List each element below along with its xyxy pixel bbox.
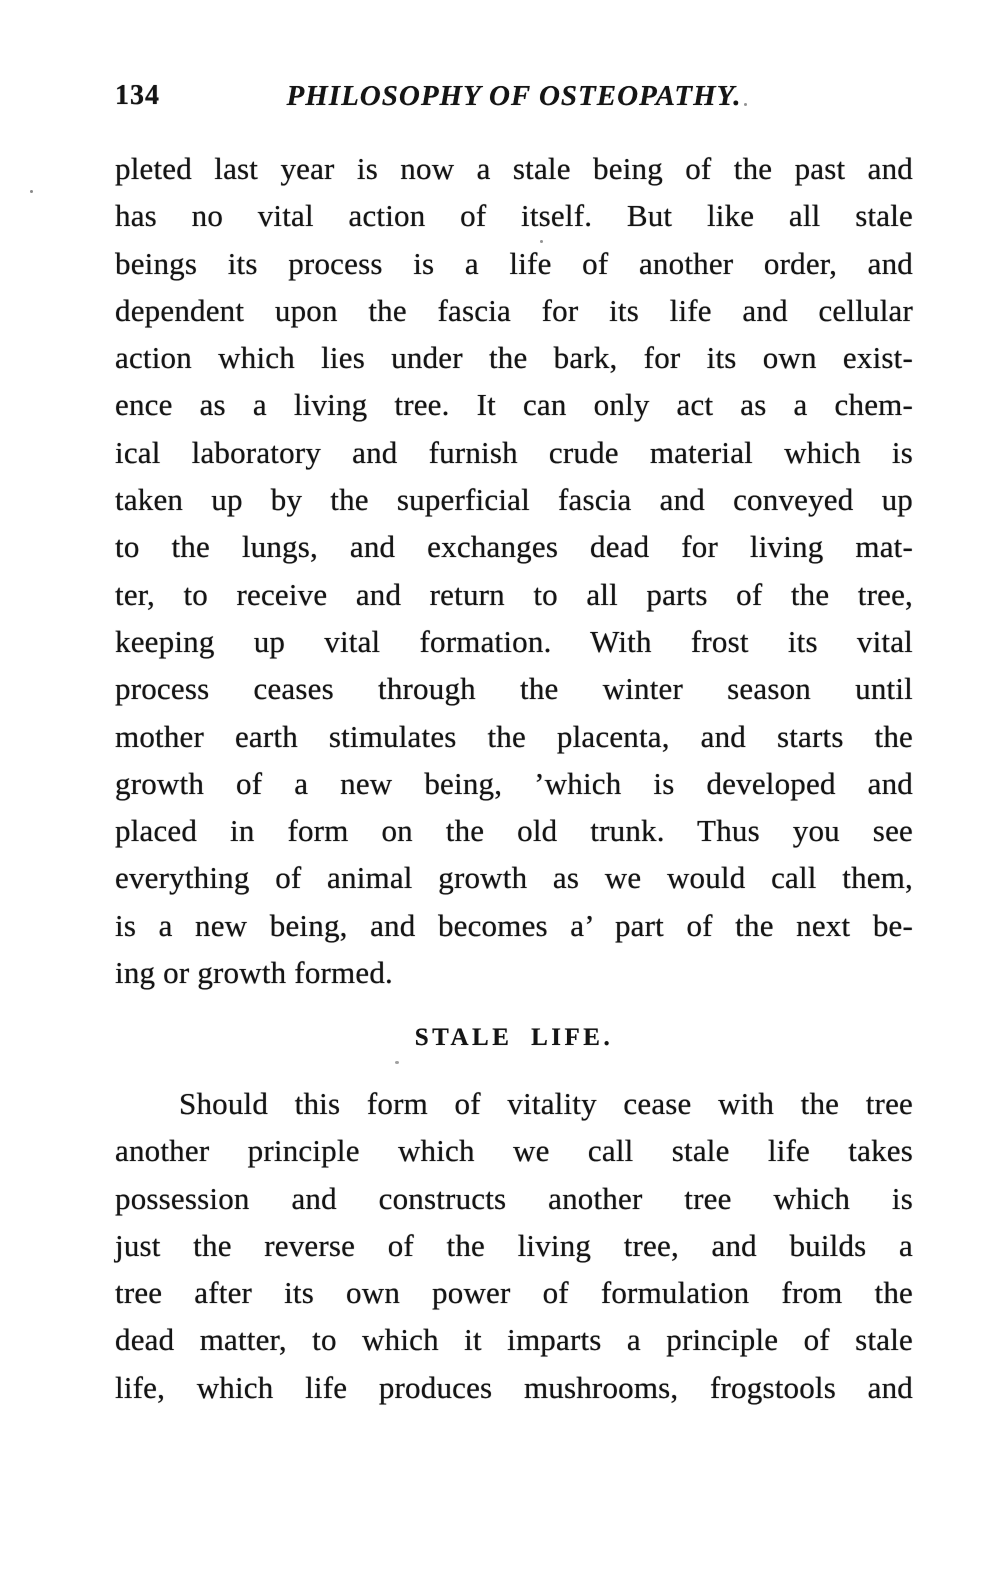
text-line: mother earth stimulates the placenta, and starts the: [115, 718, 913, 754]
text-line: process ceases through the winter season until: [115, 671, 913, 707]
section-heading: STALE LIFE.: [414, 1024, 614, 1051]
text-line: action which lies under the bark, for its own exist-: [115, 340, 913, 376]
text-line: dead matter, to which it imparts a principle of stale: [115, 1322, 913, 1358]
text-line: life, which life produces mushrooms, frogstools and: [115, 1369, 913, 1405]
text-line: tree after its own power of formulation from the: [115, 1275, 913, 1311]
paragraph-stale-life: [115, 1080, 913, 1411]
text-line: pleted last year is now a stale being of the past and: [115, 151, 913, 186]
text-line: placed in form on the old trunk. Thus you see: [115, 813, 913, 849]
text-line: taken up by the superficial fascia and conveyed up: [115, 482, 913, 518]
scan-speck: [744, 103, 747, 106]
paragraph-continued: [115, 145, 913, 996]
text-line: possession and constructs another tree which is: [115, 1180, 913, 1216]
text-line: to the lungs, and exchanges dead for living mat-: [115, 529, 913, 565]
page-number: 134: [115, 80, 160, 111]
text-line: ence as a living tree. It can only act as a chem-: [115, 387, 913, 423]
text-line: is a new being, and becomes a’ part of the next be-: [115, 907, 913, 943]
text-line: Should this form of vitality cease with the tree: [179, 1086, 913, 1121]
scan-speck: [540, 240, 543, 243]
text-line: another principle which we call stale life takes: [115, 1133, 913, 1169]
text-line: just the reverse of the living tree, and builds a: [115, 1227, 913, 1263]
scan-speck: [30, 190, 33, 193]
text-line: keeping up vital formation. With frost its vital: [115, 623, 913, 659]
text-line: ter, to receive and return to all parts of the tree,: [115, 576, 913, 612]
scan-speck: [395, 1061, 399, 1064]
text-line: ing or growth formed.: [115, 955, 393, 991]
text-line: dependent upon the fascia for its life and cellular: [115, 292, 913, 328]
text-line: everything of animal growth as we would call them,: [115, 860, 913, 896]
running-header-title: PHILOSOPHY OF OSTEOPATHY.: [286, 80, 742, 112]
text-line: growth of a new being, ’which is developed and: [115, 765, 913, 801]
running-header: [115, 76, 913, 116]
text-line: beings its process is a life of another order, and: [115, 245, 913, 281]
text-line: has no vital action of itself. But like all stale: [115, 198, 913, 234]
text-line: ical laboratory and furnish crude material which is: [115, 434, 913, 470]
